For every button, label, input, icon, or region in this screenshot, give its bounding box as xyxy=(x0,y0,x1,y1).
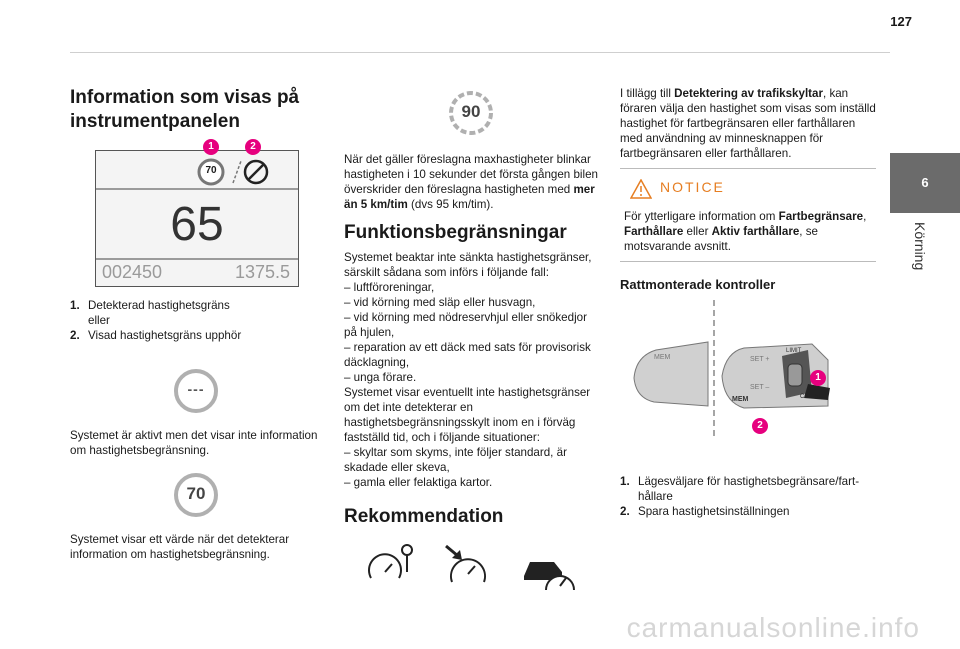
list-item: – gamla eller felaktiga kartor. xyxy=(344,476,493,489)
legend-num: 2. xyxy=(70,329,80,342)
legend-item xyxy=(70,298,320,328)
intro-a: I tillägg till xyxy=(620,87,671,100)
callout-2: 2 xyxy=(245,139,261,155)
legend-text2: hållare xyxy=(638,490,673,503)
stalk-limit-label: LIMIT xyxy=(786,348,802,354)
legend-text-wrap xyxy=(88,298,230,328)
para-flash-text: När det gäller föreslagna maxhastigheter blinkar hastigheten i 10 sekunder det första gången bilen överskrider den föreslagna hastigheten med xyxy=(344,153,598,196)
para-intro xyxy=(620,86,878,161)
instrument-cluster-illustration xyxy=(95,150,299,287)
stalk-graphic xyxy=(632,298,862,438)
speed-limit-70-icon xyxy=(173,472,219,518)
stalk-cruise-label: CRUISE xyxy=(800,394,823,400)
warning-icon xyxy=(630,179,652,199)
stalk-mem-label-2: MEM xyxy=(732,396,749,403)
cluster-speed: 65 xyxy=(170,198,224,251)
car-speedometer-icon xyxy=(520,548,580,597)
title-line-2: instrumentpanelen xyxy=(70,111,240,132)
stalk-set-plus-label: SET + xyxy=(750,356,770,363)
para-flash-end: (dvs 95 km/tim). xyxy=(411,198,494,211)
legend-num: 1. xyxy=(620,475,630,488)
intro-b: , kan föraren välja den hastighet som visas som inställd hastighet för fartbegränsaren eller farthållaren med användning av minnesknappen för fartbegränsaren eller farthållaren. xyxy=(620,87,876,160)
stalk-set-minus-label: SET – xyxy=(750,384,770,391)
para-flash xyxy=(344,152,600,212)
heading-controls: Rattmonterade kontroller xyxy=(620,277,776,292)
steering-controls-illustration xyxy=(632,298,862,438)
heading-recommendation: Rekommendation xyxy=(344,506,504,527)
notice-c: , se motsvarande avsnitt. xyxy=(624,225,818,253)
legend-text: Spara hastighetsinställningen xyxy=(638,505,790,518)
legend-item xyxy=(620,474,878,504)
dashes-text: --- xyxy=(187,381,205,397)
speedometer-arrow-icon xyxy=(444,544,494,593)
speedometer-key-icon xyxy=(365,542,421,591)
right-legend xyxy=(620,474,878,519)
list-item: – unga förare. xyxy=(344,371,417,384)
para-active: Systemet är aktivt men det visar inte information om hastighetsbegränsning. xyxy=(70,429,318,457)
stalk-callout-1: 1 xyxy=(810,370,826,386)
notice-text xyxy=(624,209,874,254)
speedometer-key-graphic xyxy=(365,542,421,586)
stalk-callout-2: 2 xyxy=(752,418,768,434)
page-number: 127 xyxy=(890,14,912,29)
notice-b5: Aktiv farthållare xyxy=(711,225,800,238)
notice-b4: eller xyxy=(683,225,712,238)
sign-70-text: 70 xyxy=(186,484,206,503)
limitations-block xyxy=(344,250,602,490)
list-item: – vid körning med nödreservhjul eller snökedjor xyxy=(344,311,587,324)
notice-b3: Farthållare xyxy=(624,225,684,238)
list-item: – luftföroreningar, xyxy=(344,281,435,294)
para-limits: Systemet beaktar inte sänkta hastighetsgränser, särskilt sådana som införs i följande fall: xyxy=(344,251,592,279)
para-value: Systemet visar ett värde när det detekterar information om hastighetsbegränsning. xyxy=(70,533,290,561)
list-item: – vid körning med släp eller husvagn, xyxy=(344,296,536,309)
para-flash-bold: mer än 5 km/tim xyxy=(344,183,595,211)
car-speedometer-graphic xyxy=(520,548,580,592)
section-tab[interactable]: 6 xyxy=(890,153,960,213)
list-item: däcklagning, xyxy=(344,356,410,369)
section-label: Körning xyxy=(912,222,928,271)
notice-title: NOTICE xyxy=(660,179,725,195)
legend-text: Visad hastighetsgräns upphör xyxy=(88,329,242,342)
title-line-1: Information som visas på xyxy=(70,87,300,108)
speedometer-arrow-graphic xyxy=(444,544,494,588)
list-item: – skyltar som skyms, inte följer standard, är xyxy=(344,446,567,459)
callout-1: 1 xyxy=(203,139,219,155)
list-item: på hjulen, xyxy=(344,326,395,339)
cluster-trip: 1375.5 xyxy=(234,262,290,282)
notice-b1: Fartbegränsare xyxy=(778,210,864,223)
list-item: skadade eller skeva, xyxy=(344,461,450,474)
speed-limit-90-icon xyxy=(448,90,494,136)
header-divider xyxy=(70,52,890,53)
left-legend xyxy=(70,298,320,343)
sign-90-text: 90 xyxy=(461,102,481,121)
para-limits-2: Systemet visar eventuellt inte hastighetsgränser om det inte detekterar en hastighetsbegränsningsskylt inom en i förväg fastställd tid, och i följande situationer: xyxy=(344,386,591,444)
cluster-odometer: 002450 xyxy=(102,262,163,282)
heading-limitations: Funktionsbegränsningar xyxy=(344,222,567,243)
notice-a: För ytterligare information om xyxy=(624,210,776,223)
legend-text-wrap xyxy=(638,474,859,504)
legend-num: 1. xyxy=(70,299,80,312)
left-title xyxy=(70,86,330,134)
notice-box xyxy=(620,168,876,262)
legend-item xyxy=(620,504,878,519)
intro-bold: Detektering av trafikskyltar xyxy=(674,87,823,100)
no-limit-info-icon xyxy=(173,368,219,414)
legend-text2: eller xyxy=(88,314,110,327)
legend-text: Lägesväljare för hastighetsbegränsare/fart- xyxy=(638,475,860,488)
list-item: – reparation av ett däck med sats för provisorisk xyxy=(344,341,591,354)
notice-b2: , xyxy=(863,210,867,223)
legend-num: 2. xyxy=(620,505,630,518)
watermark: carmanualsonline.info xyxy=(626,612,920,643)
legend-text: Detekterad hastighetsgräns xyxy=(88,299,230,312)
stalk-mem-label: MEM xyxy=(654,354,671,361)
cluster-sign-value: 70 xyxy=(205,165,217,176)
legend-item xyxy=(70,328,320,343)
